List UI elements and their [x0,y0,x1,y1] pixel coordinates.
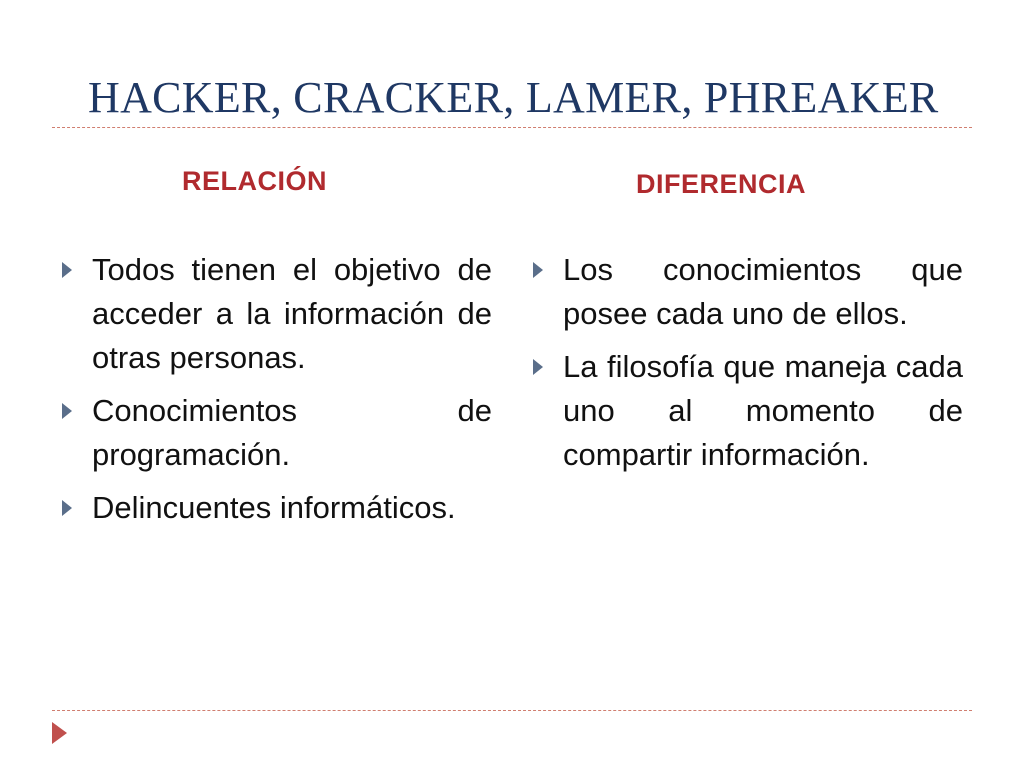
bullet-arrow-icon [533,359,543,375]
play-arrow-icon [52,722,67,744]
slide-title: HACKER, CRACKER, LAMER, PHREAKER [88,73,939,122]
bullet-arrow-icon [62,262,72,278]
left-bullet-list [56,248,492,530]
bullet-text: Todos tienen el objetivo de acceder a la información de otras personas. [92,252,492,375]
right-column-heading: DIFERENCIA [636,169,807,199]
footer-divider [52,710,972,711]
list-item [527,345,963,477]
bullet-text: Conocimientos de programación. [92,393,492,472]
title-divider [52,127,972,128]
bullet-arrow-icon [62,500,72,516]
list-item [527,248,963,336]
right-bullet-list [527,248,963,477]
list-item [56,389,492,477]
left-column [56,248,492,539]
bullet-text: Los conocimientos que posee cada uno de ellos. [563,252,963,331]
bullet-text: Delincuentes informáticos. [92,490,456,525]
bullet-arrow-icon [533,262,543,278]
list-item [56,486,492,530]
right-column [527,248,963,486]
left-column-heading: RELACIÓN [182,166,327,196]
bullet-text: La filosofía que maneja cada uno al momento de compartir información. [563,349,963,472]
list-item [56,248,492,380]
bullet-arrow-icon [62,403,72,419]
